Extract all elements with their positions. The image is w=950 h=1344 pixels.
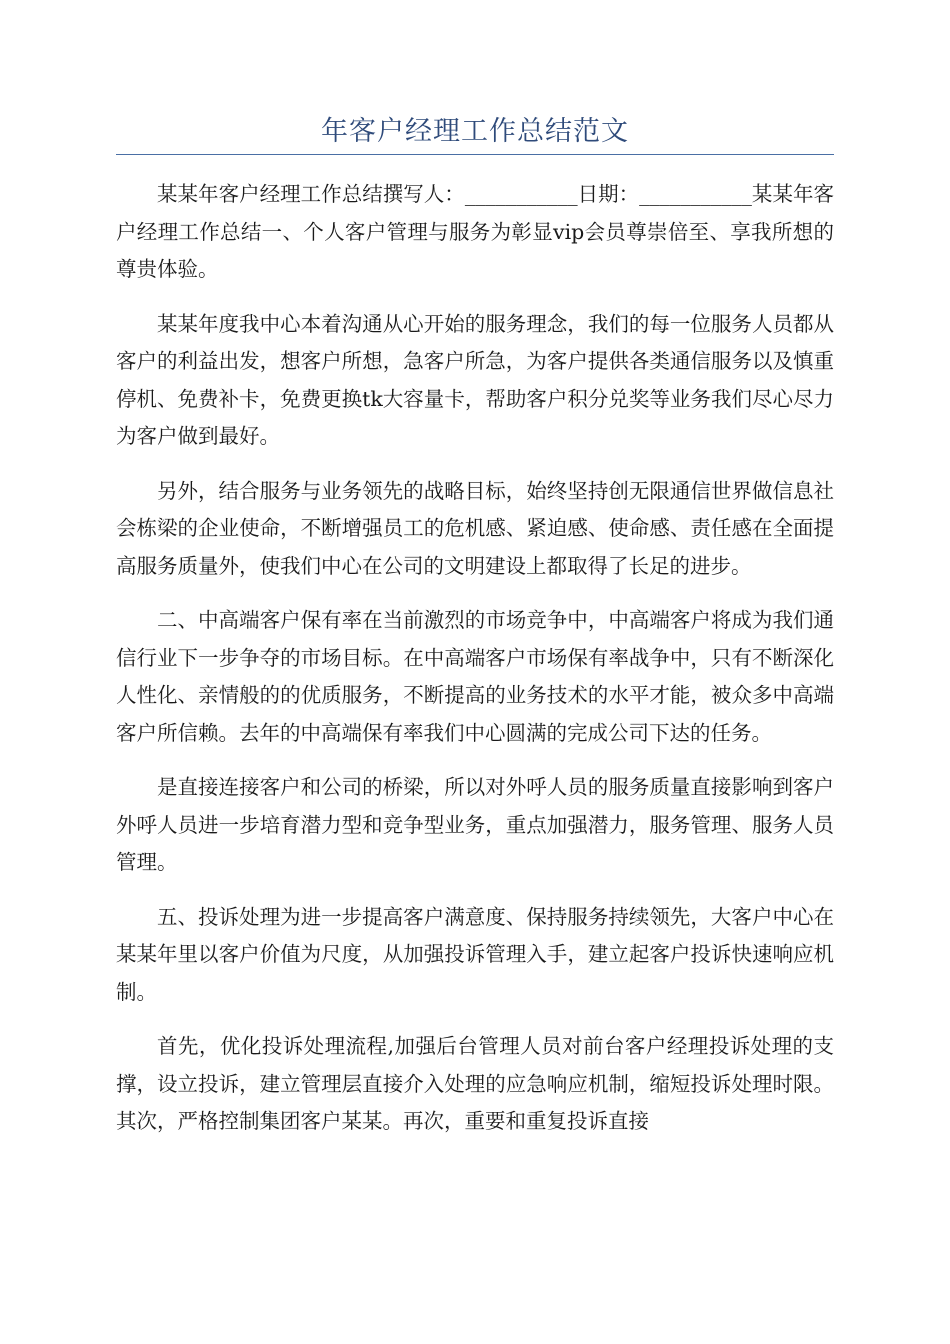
paragraph-4: 二、中高端客户保有率在当前激烈的市场竞争中，中高端客户将成为我们通信行业下一步争夺的市场目标。在中高端客户市场保有率战争中，只有不断深化人性化、亲情般的的优质服务，不断提高的业务技术的水平才能，被众多中高端客户所信赖。去年的中高端保有率我们中心圆满的完成公司下达的任务。 — [116, 608, 834, 745]
paragraph-1: 某某年客户经理工作总结撰写人：___________日期：___________某某年客户经理工作总结一、个人客户管理与服务为彰显vip会员尊崇倍至、享我所想的尊贵体验。 — [116, 182, 834, 281]
document-title: 年客户经理工作总结范文 — [321, 116, 629, 147]
title-underline — [116, 154, 834, 155]
paragraph-2: 某某年度我中心本着沟通从心开始的服务理念，我们的每一位服务人员都从客户的利益出发，想客户所想，急客户所急，为客户提供各类通信服务以及慎重停机、免费补卡，免费更换tk大容量卡，帮助客户积分兑奖等业务我们尽心尽力为客户做到最好。 — [116, 311, 834, 448]
paragraph-7: 首先，优化投诉处理流程,加强后台管理人员对前台客户经理投诉处理的支撑，设立投诉，建立管理层直接介入处理的应急响应机制，缩短投诉处理时限。其次，严格控制集团客户某某。再次，重要和重复投诉直接 — [116, 1034, 834, 1133]
paragraph-5: 是直接连接客户和公司的桥梁，所以对外呼人员的服务质量直接影响到客户外呼人员进一步培育潜力型和竞争型业务，重点加强潜力，服务管理、服务人员管理。 — [116, 775, 834, 874]
paragraph-6: 五、投诉处理为进一步提高客户满意度、保持服务持续领先，大客户中心在某某年里以客户价值为尺度，从加强投诉管理入手，建立起客户投诉快速响应机制。 — [116, 904, 834, 1004]
document-body — [116, 176, 834, 1158]
paragraph-3: 另外，结合服务与业务领先的战略目标，始终坚持创无限通信世界做信息社会栋梁的企业使命，不断增强员工的危机感、紧迫感、使命感、责任感在全面提高服务质量外，使我们中心在公司的文明建设上都取得了长足的进步。 — [116, 478, 834, 578]
